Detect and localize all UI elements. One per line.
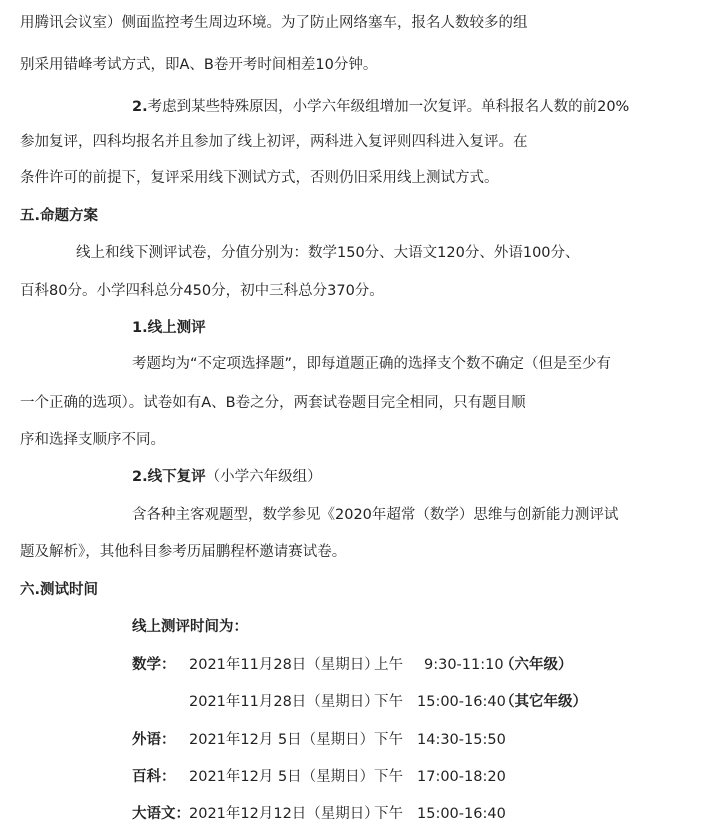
paragraph-line: 条件许可的前提下，复评采用线下测试方式，否则仍旧采用线上测试方式。 bbox=[20, 170, 499, 186]
schedule-period: 上午 bbox=[374, 657, 403, 673]
schedule-time: 15:00-16:40 bbox=[417, 806, 506, 822]
schedule-note: （六年级） bbox=[500, 657, 573, 673]
schedule-period: 下午 bbox=[374, 694, 403, 710]
schedule-note: （其它年级） bbox=[500, 694, 587, 710]
paragraph-line bbox=[132, 97, 629, 117]
schedule-subject: 百科： bbox=[132, 769, 176, 785]
paragraph-line: 别采用错峰考试方式，即A、B卷开考时间相差10分钟。 bbox=[20, 57, 378, 73]
schedule-date: 2021年12月12日（星期日） bbox=[189, 806, 379, 822]
schedule-time: 17:00-18:20 bbox=[417, 769, 506, 785]
subsection-note: （小学六年级组） bbox=[205, 469, 322, 485]
schedule-time: 14:30-15:50 bbox=[417, 732, 506, 748]
subsection-heading-1: 1.线上测评 bbox=[132, 320, 206, 336]
schedule-date: 2021年11月28日（星期日） bbox=[189, 657, 379, 673]
subsection-heading-2 bbox=[132, 467, 322, 487]
paragraph-line: 题及解析》，其他科目参考历届鹏程杯邀请赛试卷。 bbox=[20, 544, 347, 560]
paragraph-text: 考虑到某些特殊原因，小学六年级组增加一次复评。单科报名人数的前20% bbox=[147, 99, 630, 115]
schedule-time: 15:00-16:40 bbox=[417, 694, 506, 710]
schedule-subject: 外语： bbox=[132, 732, 176, 748]
item-number: 2. bbox=[132, 99, 148, 115]
subsection-title: 2.线下复评 bbox=[132, 469, 206, 485]
section-heading-5: 五.命题方案 bbox=[20, 208, 99, 224]
online-schedule-label: 线上测评时间为： bbox=[132, 619, 248, 635]
section-heading-6: 六.测试时间 bbox=[20, 582, 99, 598]
schedule-time: 9:30-11:10 bbox=[424, 657, 504, 673]
paragraph-line: 参加复评，四科均报名并且参加了线上初评，两科进入复评则四科进入复评。在 bbox=[20, 134, 528, 150]
paragraph-line: 考题均为“不定项选择题”，即每道题正确的选择支个数不确定（但是至少有 bbox=[132, 356, 612, 372]
paragraph-line: 用腾讯会议室）侧面监控考生周边环境。为了防止网络塞车，报名人数较多的组 bbox=[20, 15, 528, 31]
schedule-date: 2021年11月28日（星期日） bbox=[189, 694, 379, 710]
schedule-subject: 数学： bbox=[132, 657, 176, 673]
schedule-date: 2021年12月 5日（星期日） bbox=[189, 769, 375, 785]
schedule-date: 2021年12月 5日（星期日） bbox=[189, 732, 375, 748]
schedule-period: 下午 bbox=[374, 806, 403, 822]
schedule-period: 下午 bbox=[374, 732, 403, 748]
paragraph-line: 线上和线下测评试卷，分值分别为：数学150分、大语文120分、外语100分、 bbox=[76, 245, 580, 261]
paragraph-line: 百科80分。小学四科总分450分，初中三科总分370分。 bbox=[20, 283, 384, 299]
paragraph-line: 含各种主客观题型，数学参见《2020年超常（数学）思维与创新能力测评试 bbox=[132, 507, 619, 523]
paragraph-line: 序和选择支顺序不同。 bbox=[20, 432, 165, 448]
paragraph-line: 一个正确的选项）。试卷如有A、B卷之分，两套试卷题目完全相同，只有题目顺 bbox=[20, 395, 526, 411]
schedule-period: 下午 bbox=[374, 769, 403, 785]
schedule-subject: 大语文： bbox=[132, 806, 190, 822]
